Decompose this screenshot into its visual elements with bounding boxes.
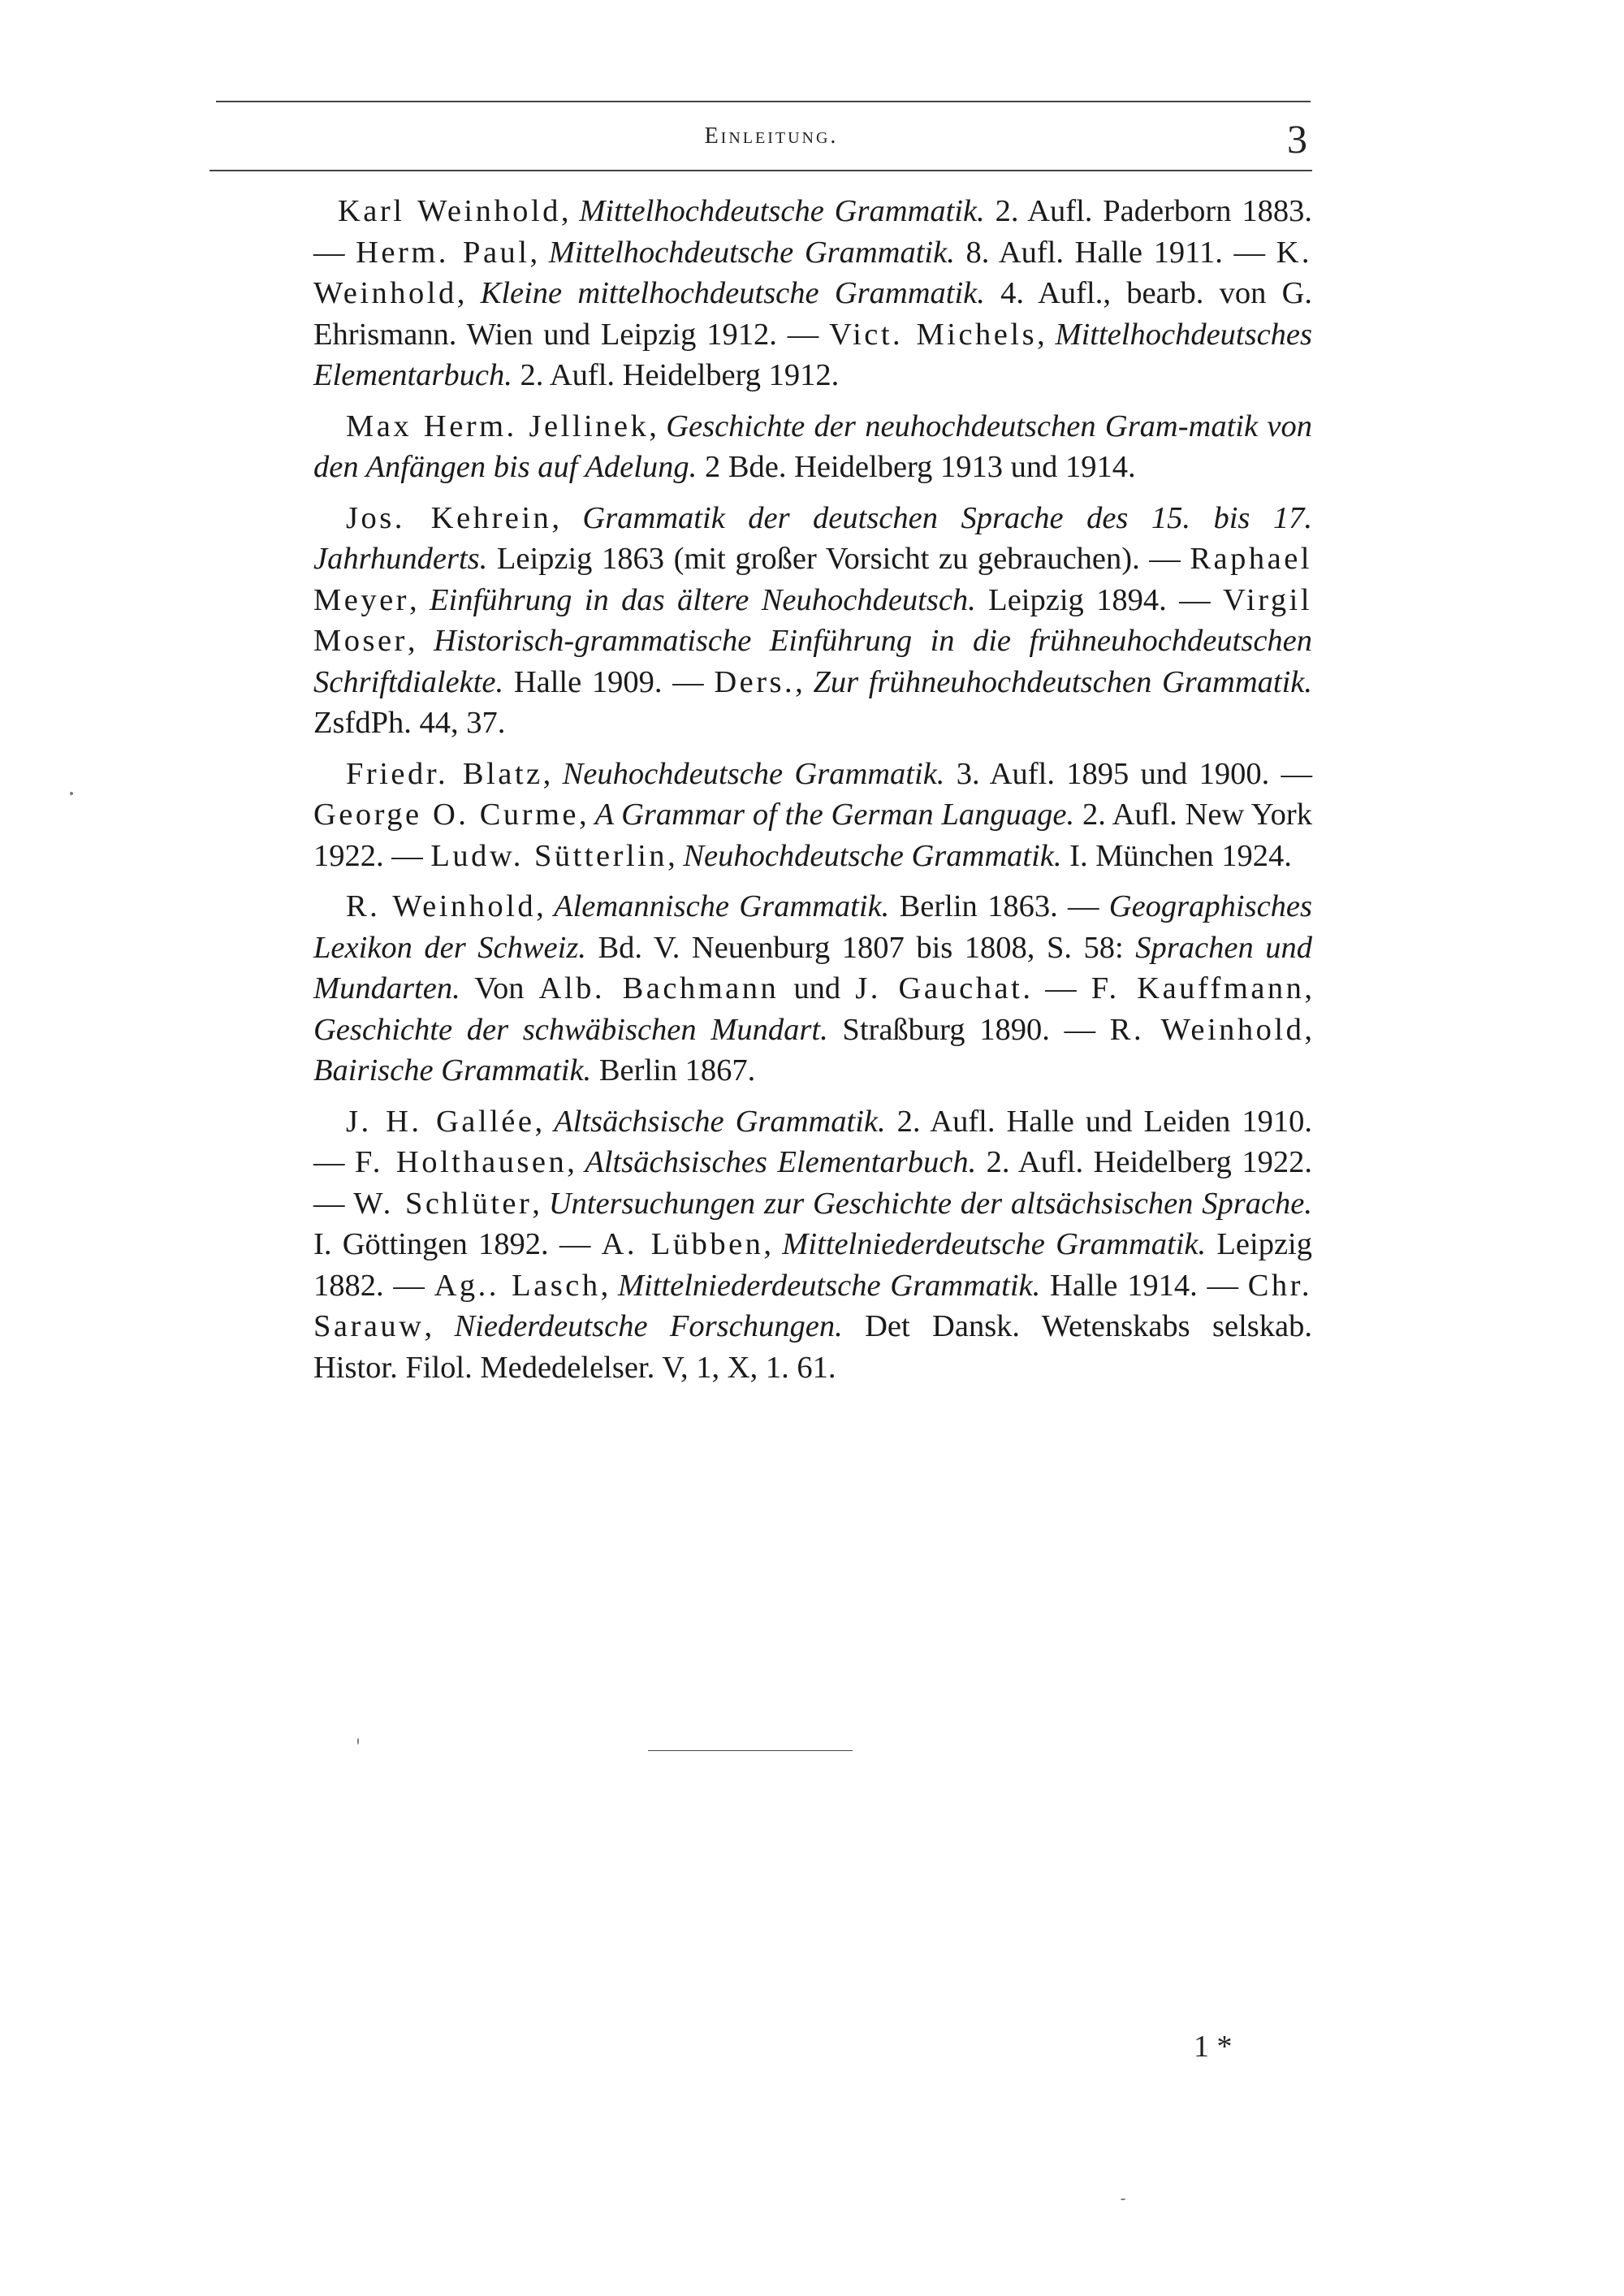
author-name: W. Schlüter [353, 1186, 533, 1221]
signature-mark: 1 * [1194, 2030, 1233, 2064]
scan-speck [357, 1738, 359, 1745]
author-name: Vict. Michels [829, 317, 1038, 352]
book-title: Kleine mittelhochdeutsche Grammatik. [480, 276, 985, 310]
bibliography-entry [313, 498, 1312, 744]
author-name: F. Holthausen [354, 1145, 568, 1179]
book-title: Mittelhochdeutsche Grammatik. [579, 194, 985, 228]
book-title: Grammatik der deutschen Sprache des 15. bis 17. Jahrhunderts. [313, 500, 1312, 576]
citation-text: , [600, 1268, 618, 1303]
author-name: J. H. Gallée [346, 1104, 535, 1139]
author-name: A. Lübben [601, 1227, 764, 1261]
author-name: Ag.. Lasch [434, 1268, 601, 1303]
book-title: Geographisches Lexikon der Schweiz. [313, 889, 1312, 965]
top-rule [216, 101, 1311, 102]
author-name: Ders. [714, 664, 796, 699]
citation-text: . — [1022, 971, 1091, 1005]
running-title: Einleitung. [704, 123, 839, 149]
citation-text: , [534, 1104, 555, 1139]
author-name: Max Herm. Jellinek [346, 409, 650, 443]
book-title: Sprachen und Mundarten. [313, 930, 1312, 1005]
citation-text: Straßburg 1890. — [827, 1012, 1110, 1047]
citation-text: , [579, 798, 595, 832]
citation-text: , [567, 1145, 585, 1179]
citation-text: 8. Aufl. Halle 1911. — [954, 235, 1276, 270]
citation-text: , [551, 500, 583, 535]
bibliography-entry [313, 191, 1312, 396]
citation-text: , [763, 1227, 783, 1261]
section-end-rule [648, 1750, 853, 1751]
citation-text: 2. Aufl. New York 1922. — [313, 798, 1312, 873]
citation-text: ZsfdPh. 44, 37. [313, 706, 506, 740]
citation-text: Leipzig 1863 (mit großer Vorsicht zu gebrauchen). — [487, 542, 1190, 576]
header-rule [209, 170, 1312, 171]
citation-text: , [795, 664, 814, 699]
citation-text: , [536, 889, 555, 923]
citation-text: Leipzig 1894. — [975, 582, 1224, 617]
citation-text: I. München 1924. [1061, 838, 1292, 873]
citation-text: Von [460, 971, 539, 1005]
citation-text: , [529, 235, 549, 270]
author-name: Raphael Meyer [313, 542, 1312, 617]
citation-text: und [779, 971, 856, 1005]
book-title: Mittelhochdeutsches Elementarbuch. [313, 317, 1312, 392]
book-title: Bairische Grammatik. [313, 1053, 592, 1087]
bibliography-entry [313, 1101, 1312, 1389]
bibliography-entry [313, 754, 1312, 877]
book-title: Mittelniederdeutsche Grammatik. [782, 1227, 1207, 1261]
citation-text: , [1037, 317, 1056, 352]
citation-text: 4. Aufl., bearb. von G. Ehrismann. Wien und Leipzig 1912. — [313, 276, 1313, 352]
citation-text: Berlin 1863. — [889, 889, 1109, 923]
author-name: J. Gauchat [855, 971, 1023, 1005]
citation-text: 2. Aufl. Heidelberg 1922. — [313, 1145, 1312, 1221]
book-title: Mittelhochdeutsche Grammatik. [548, 235, 955, 270]
author-name: Virgil Moser [313, 582, 1312, 658]
bibliography-text [313, 191, 1312, 1398]
author-name: Ludw. Sütterlin [430, 838, 668, 873]
book-title: Geschichte der schwäbischen Mundart. [313, 1012, 828, 1047]
book-title: Historisch-grammatische Einführung in die frühneuhochdeutschen Schriftdialekte. [313, 624, 1312, 699]
book-title: Neuhochdeutsche Grammatik. [683, 838, 1062, 873]
book-title: Altsächsisches Elementarbuch. [585, 1145, 977, 1179]
book-title: Altsächsische Grammatik. [554, 1104, 886, 1139]
citation-text: , [1304, 1012, 1312, 1047]
citation-text: Bd. V. Neuenburg 1807 bis 1808, S. 58: [585, 930, 1136, 965]
author-name: Alb. Bachmann [538, 971, 780, 1005]
citation-text: 2. Aufl. Paderborn 1883. — [313, 194, 1312, 270]
citation-text: 2. Aufl. Halle und Leiden 1910. — [313, 1104, 1313, 1179]
citation-text: , [407, 624, 434, 658]
citation-text: , [667, 838, 684, 873]
scan-speck [1121, 2199, 1125, 2200]
book-title: Mittelniederdeutsche Grammatik. [617, 1268, 1041, 1303]
author-name: R. Weinhold [1109, 1012, 1305, 1047]
citation-text: Halle 1914. — [1040, 1268, 1248, 1303]
book-title: Neuhochdeutsche Grammatik. [562, 756, 945, 791]
bibliography-entry [313, 406, 1312, 488]
citation-text: , [456, 276, 481, 310]
author-name: R. Weinhold [346, 889, 537, 923]
book-title: A Grammar of the German Language. [594, 798, 1075, 832]
citation-text: , [1304, 971, 1313, 1005]
citation-text: Berlin 1867. [591, 1053, 756, 1087]
citation-text: 3. Aufl. 1895 und 1900. — [944, 756, 1312, 791]
author-name: Herm. Paul [356, 235, 530, 270]
citation-text: 2. Aufl. Heidelberg 1912. [512, 358, 840, 392]
citation-text: , [649, 409, 667, 443]
book-title: Alemannische Grammatik. [554, 889, 890, 923]
citation-text: Halle 1909. — [503, 664, 715, 699]
page-number: 3 [1287, 116, 1307, 162]
citation-text: , [560, 194, 580, 228]
citation-text: , [408, 582, 430, 617]
author-name: F. Kauffmann [1091, 971, 1305, 1005]
author-name: Friedr. Blatz [346, 756, 543, 791]
citation-text: Det Dansk. Wetenskabs selskab. Histor. Filol. Mededelelser. V, 1, X, 1. 61. [313, 1309, 1312, 1385]
citation-text: , [542, 756, 563, 791]
author-name: Chr. Sarauw [313, 1268, 1313, 1343]
scan-speck [70, 792, 73, 795]
author-name: Karl Weinhold [338, 194, 561, 228]
bibliography-entry [313, 886, 1312, 1092]
author-name: K. Weinhold [313, 235, 1313, 310]
citation-text: 2 Bde. Heidelberg 1913 und 1914. [697, 450, 1136, 484]
citation-text: , [424, 1309, 455, 1343]
citation-text: Leipzig 1882. — [313, 1227, 1312, 1303]
book-title: Untersuchungen zur Geschichte der altsächsischen Sprache. [548, 1186, 1312, 1221]
book-title: Zur frühneuhochdeutschen Grammatik. [813, 664, 1312, 699]
book-title: Niederdeutsche Forschungen. [454, 1309, 843, 1343]
citation-text: , [532, 1186, 549, 1221]
author-name: Jos. Kehrein [346, 500, 552, 535]
book-title: Einführung in das ältere Neuhochdeutsch. [430, 582, 976, 617]
author-name: George O. Curme [313, 798, 579, 832]
citation-text: I. Göttingen 1892. — [313, 1227, 602, 1261]
book-title: Geschichte der neuhochdeutschen Gram-matik von den Anfängen bis auf Adelung. [313, 409, 1312, 484]
